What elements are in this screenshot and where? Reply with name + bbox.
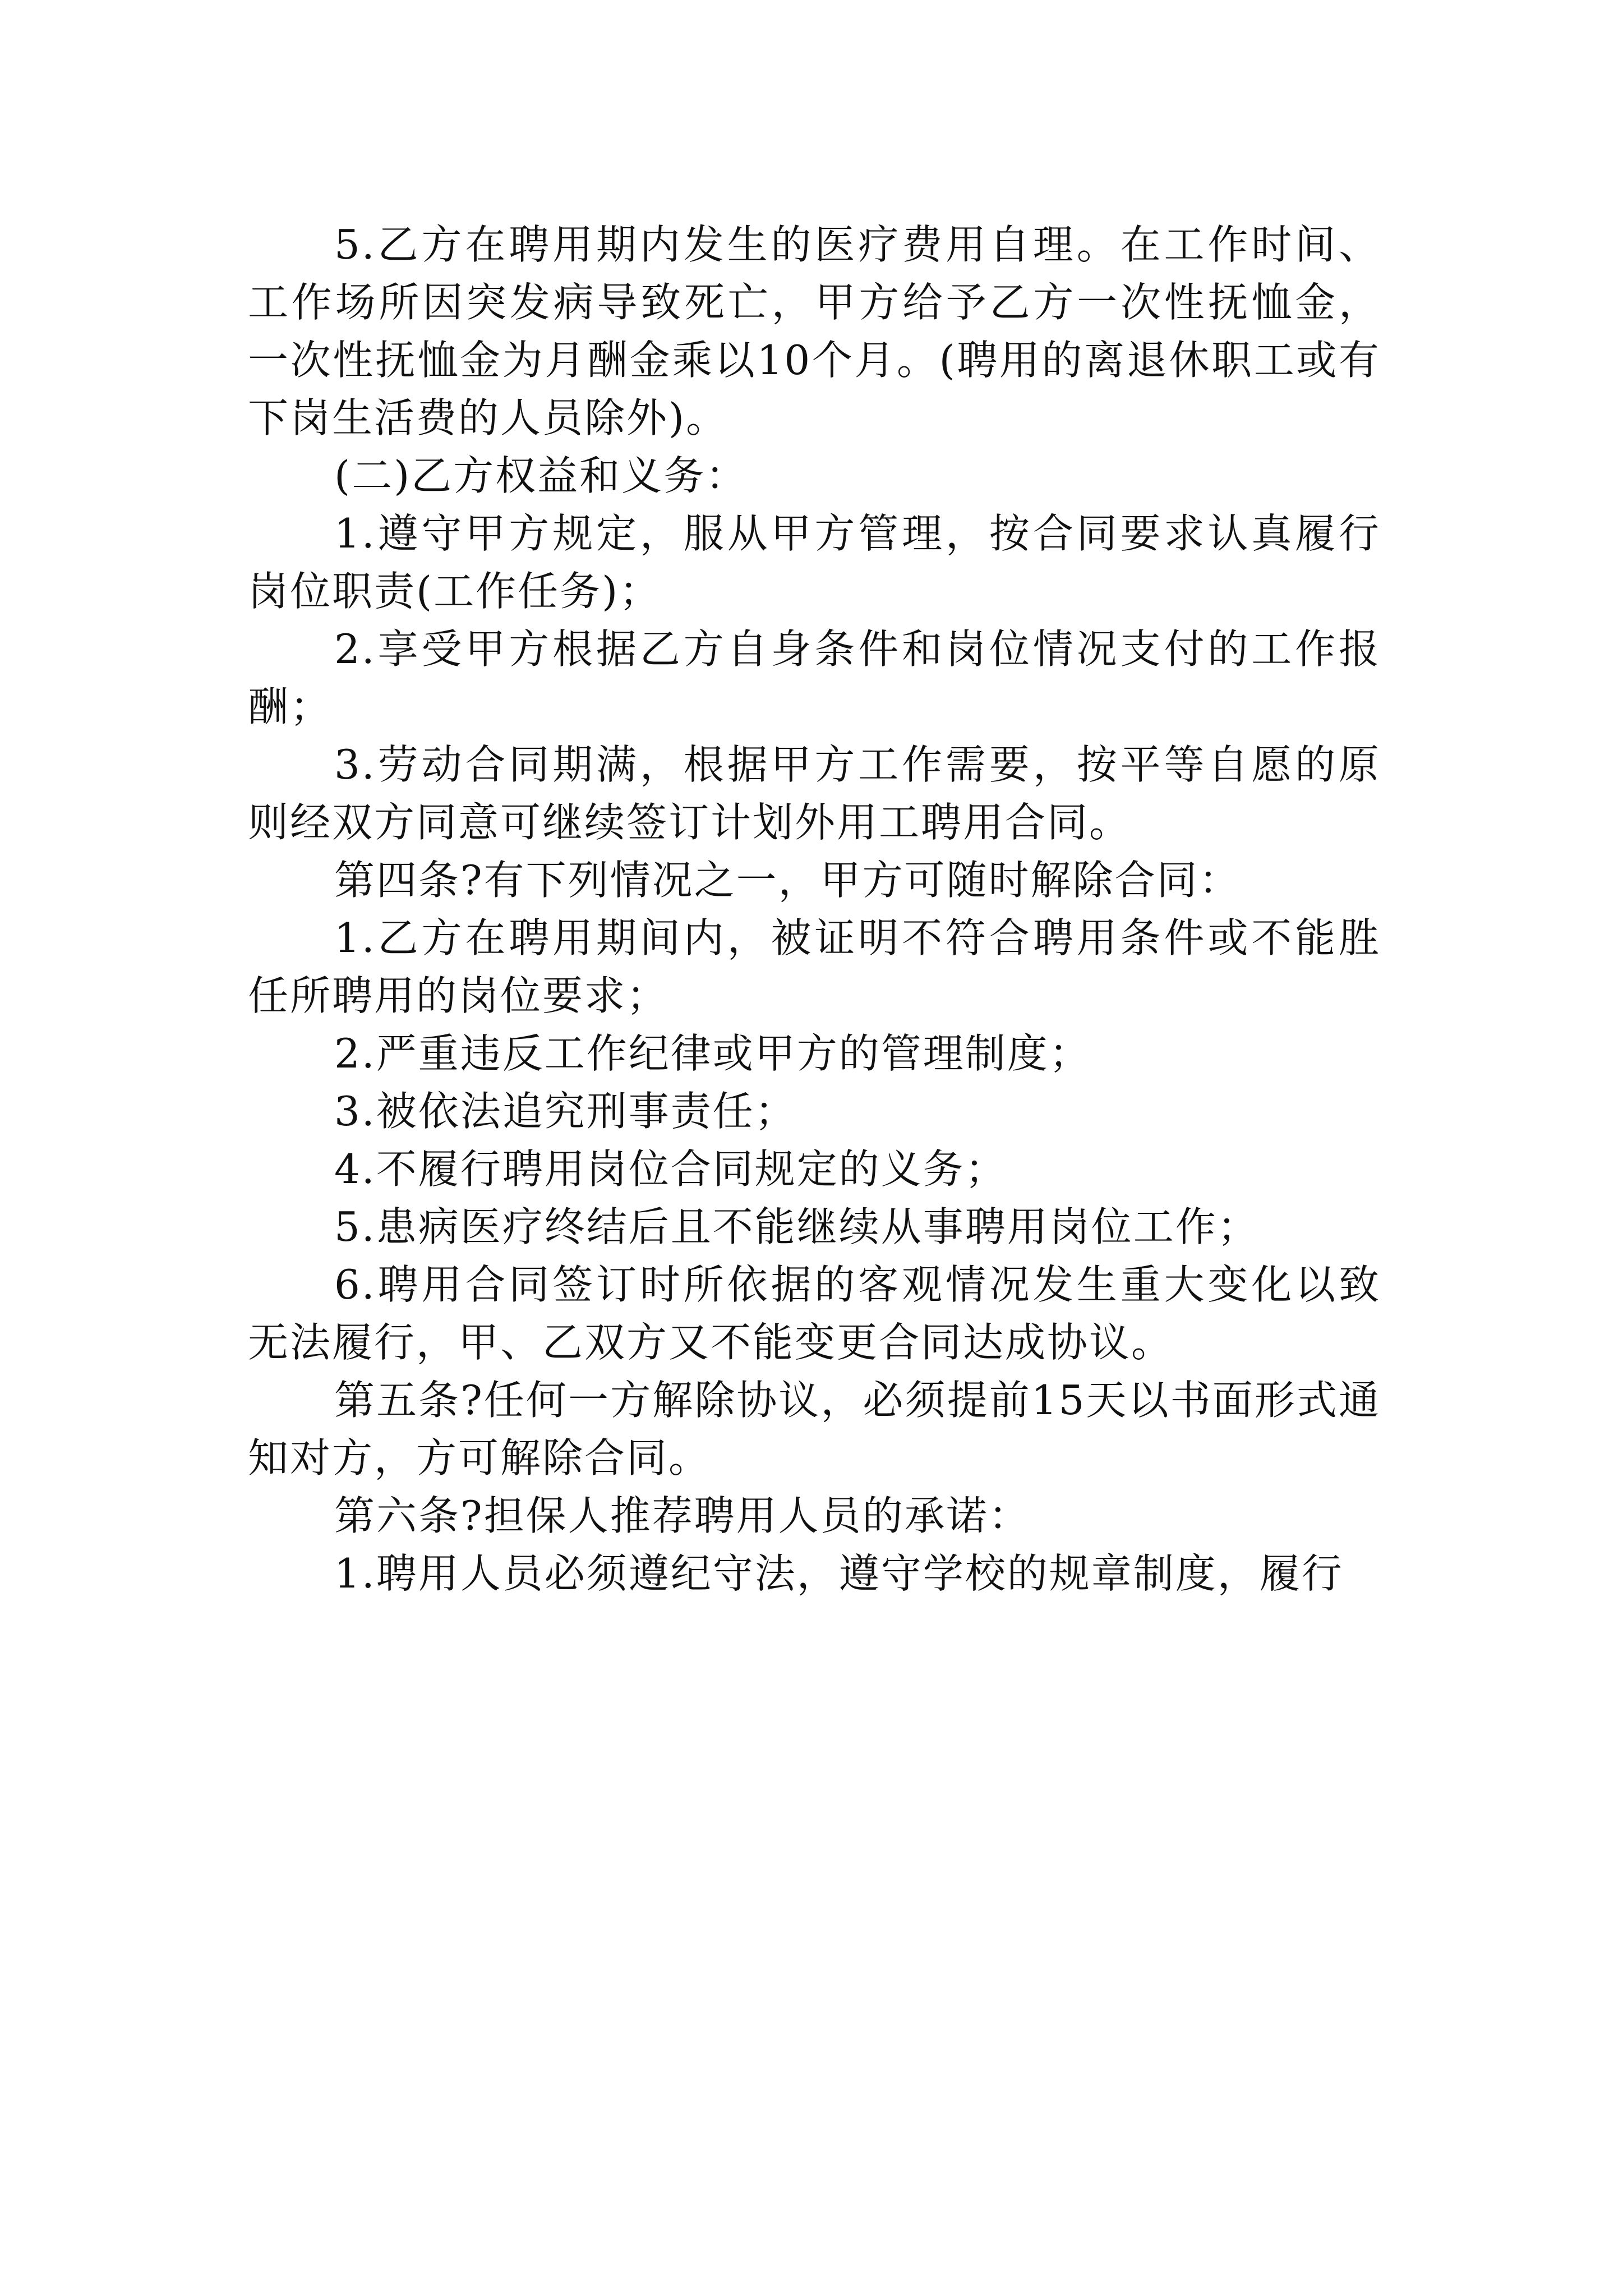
paragraph-contract-renewal: 3.劳动合同期满，根据甲方工作需要，按平等自愿的原则经双方同意可继续签订计划外用工聘用合同。 [248, 741, 1381, 846]
paragraph-obey-rules: 1.遵守甲方规定，服从甲方管理，按合同要求认真履行岗位职责(工作任务)； [248, 510, 1381, 615]
document-body [248, 216, 1381, 1603]
paragraph-law-abiding: 1.聘用人员必须遵纪守法，遵守学校的规章制度，履行 [334, 1550, 1344, 1597]
paragraph-illness: 5.患病医疗终结后且不能继续从事聘用岗位工作； [334, 1203, 1260, 1250]
paragraph-not-qualified: 1.乙方在聘用期间内，被证明不符合聘用条件或不能胜任所聘用的岗位要求； [248, 914, 1381, 1019]
paragraph-duty-failure: 4.不履行聘用岗位合同规定的义务； [334, 1145, 1007, 1193]
paragraph-discipline-violation: 2.严重违反工作纪律或甲方的管理制度； [334, 1030, 1091, 1077]
paragraph-circumstance-change: 6.聘用合同签订时所依据的客观情况发生重大变化以致无法履行，甲、乙双方又不能变更合同达成协议。 [248, 1261, 1381, 1366]
paragraph-receive-pay: 2.享受甲方根据乙方自身条件和岗位情况支付的工作报酬； [248, 625, 1381, 730]
paragraph-article-four-heading: 第四条?有下列情况之一，甲方可随时解除合同： [334, 857, 1241, 904]
paragraph-article-six-heading: 第六条?担保人推荐聘用人员的承诺： [334, 1492, 1031, 1539]
paragraph-party-b-rights-heading: (二)乙方权益和义务： [334, 452, 748, 499]
paragraph-criminal-liability: 3.被依法追究刑事责任； [334, 1088, 797, 1135]
paragraph-article-five: 第五条?任何一方解除协议，必须提前15天以书面形式通知对方，方可解除合同。 [248, 1377, 1381, 1481]
paragraph-medical-expenses: 5.乙方在聘用期内发生的医疗费用自理。在工作时间、工作场所因突发病导致死亡，甲方给予乙方一次性抚恤金，一次性抚恤金为月酬金乘以10个月。(聘用的离退休职工或有下岗生活费的人员除外)。 [248, 221, 1381, 441]
